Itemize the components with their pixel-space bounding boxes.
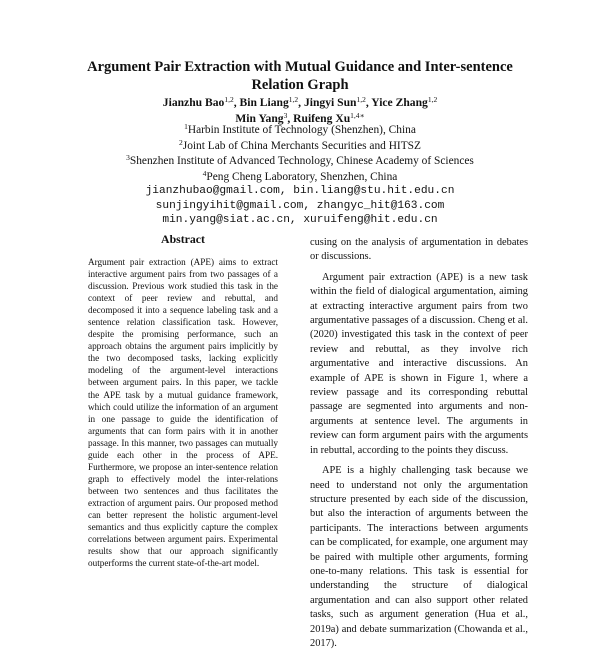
author-name: Yice Zhang — [371, 96, 428, 109]
affiliation-mark: 2 — [179, 137, 183, 147]
abstract-heading: Abstract — [161, 232, 205, 246]
affiliation-list — [40, 123, 560, 185]
title-line-1: Argument Pair Extraction with Mutual Guidance and Inter-sentence — [87, 59, 513, 75]
author-list — [60, 95, 540, 126]
title-line-2: Relation Graph — [251, 77, 349, 93]
introduction-column — [310, 236, 528, 649]
body-paragraph: Argument pair extraction (APE) is a new task within the field of dialogical argumentation, aiming at extracting interactive argument pairs from two argumentative passages of a discussion. Cheng et al. (2020) investigated this task in the context of peer review and rebuttal, as they involve rich argumentative and interactive discussions. An example of APE is shown in Figure 1, where a review passage and its corresponding rebuttal passage are segmented into arguments and non-arguments at sentence level. The arguments in review can form argument pairs with the arguments in rebuttal, according to the points they discuss. — [310, 271, 528, 456]
email-line: min.yang@siat.ac.cn, xuruifeng@hit.edu.cn — [162, 214, 438, 227]
author-mark: 1,4∗ — [350, 110, 365, 120]
email-line: jianzhubao@gmail.com, bin.liang@stu.hit.edu.cn — [145, 185, 455, 197]
affiliation-text: Joint Lab of China Merchants Securities and HITSZ — [182, 139, 421, 152]
abstract-body: Argument pair extraction (APE) aims to extract interactive argument pairs from two passages of a discussion. Previous work studied this task in the context of peer review and rebuttal, and decomposed it into a sequence labeling task and a sentence relation classification task. However, despite the promising performance, such an approach obtains the argument pairs implicitly by the two decomposed tasks, lacking explicitly modeling of the argument-level interactions between argument pairs. In this paper, we tackle the APE task by a mutual guidance framework, which could utilize the information of an argument in one passage to guide the identification of arguments that can form pairs with it in another passage. In this manner, two passages can mutually guide each other in the process of APE. Furthermore, we propose an inter-sentence relation graph to effectively model the inter-relations between two sentences and thus facilitates the extraction of argument pairs. Our proposed method can better represent the holistic argument-level semantics and thus explicitly capture the complex correlations between argument pairs. Experimental results show that our approach significantly outperforms the current state-of-the-art model. — [88, 257, 278, 569]
email-line: sunjingyihit@gmail.com, zhangyc_hit@163.com — [155, 199, 445, 212]
author-line-2: Min Yang$^3$, Ruifeng $Xu^{1,4∗}$ — [235, 110, 365, 125]
affiliation-text: Peng Cheng Laboratory, Shenzhen, China — [206, 170, 398, 183]
affiliation — [40, 123, 560, 139]
author-name: Jingyi Sun — [303, 96, 357, 109]
email-list — [40, 184, 560, 228]
author-name: Bin Liang — [239, 96, 289, 109]
paper-title — [60, 58, 540, 94]
body-paragraph: cusing on the analysis of argumentation in debates or discussions. — [310, 237, 528, 263]
author-mark: 1,2 — [288, 95, 299, 104]
author-name: Jianzhu Bao — [162, 96, 225, 109]
affiliation-text: Shenzhen Institute of Advanced Technology, Chinese Academy of Sciences — [129, 155, 474, 168]
affiliation-mark: 3 — [126, 153, 130, 163]
author-name: Min Yang — [235, 111, 284, 125]
author-mark: 1,2 — [224, 95, 234, 104]
affiliation-text: Harbin Institute of Technology (Shenzhen), China — [187, 124, 416, 136]
author-line-1: Jianzhu Bao$^{1,2}$, Bin Liang$^{1,2}$, Jingyi Sun$^{1,2}$, Yice Zhang$^{1,2}$ — [162, 95, 438, 109]
author-mark: 3 — [283, 110, 288, 120]
body-paragraph: APE is a highly challenging task because we need to understand not only the argumentation structure presented by each side of the discussion, but also the interaction of arguments between the participants. The interactions between arguments can be complicated, for example, one argument may be paired with multiple other arguments, forming one-to-many relations. This task is essential for understanding the structure of dialogical argumentation and can also support other related tasks, such as argument generation (Hua et al., 2019a) and debate summarization (Chowanda et al., 2017). — [310, 465, 528, 649]
affiliation-mark: 4 — [202, 168, 207, 178]
author-name: Ruifeng Xu — [293, 111, 351, 125]
affiliation — [40, 154, 560, 170]
author-mark: 1,2 — [356, 95, 366, 104]
affiliation — [40, 139, 560, 155]
affiliation-mark: 1 — [184, 122, 188, 131]
author-mark: 1,2 — [427, 95, 438, 104]
